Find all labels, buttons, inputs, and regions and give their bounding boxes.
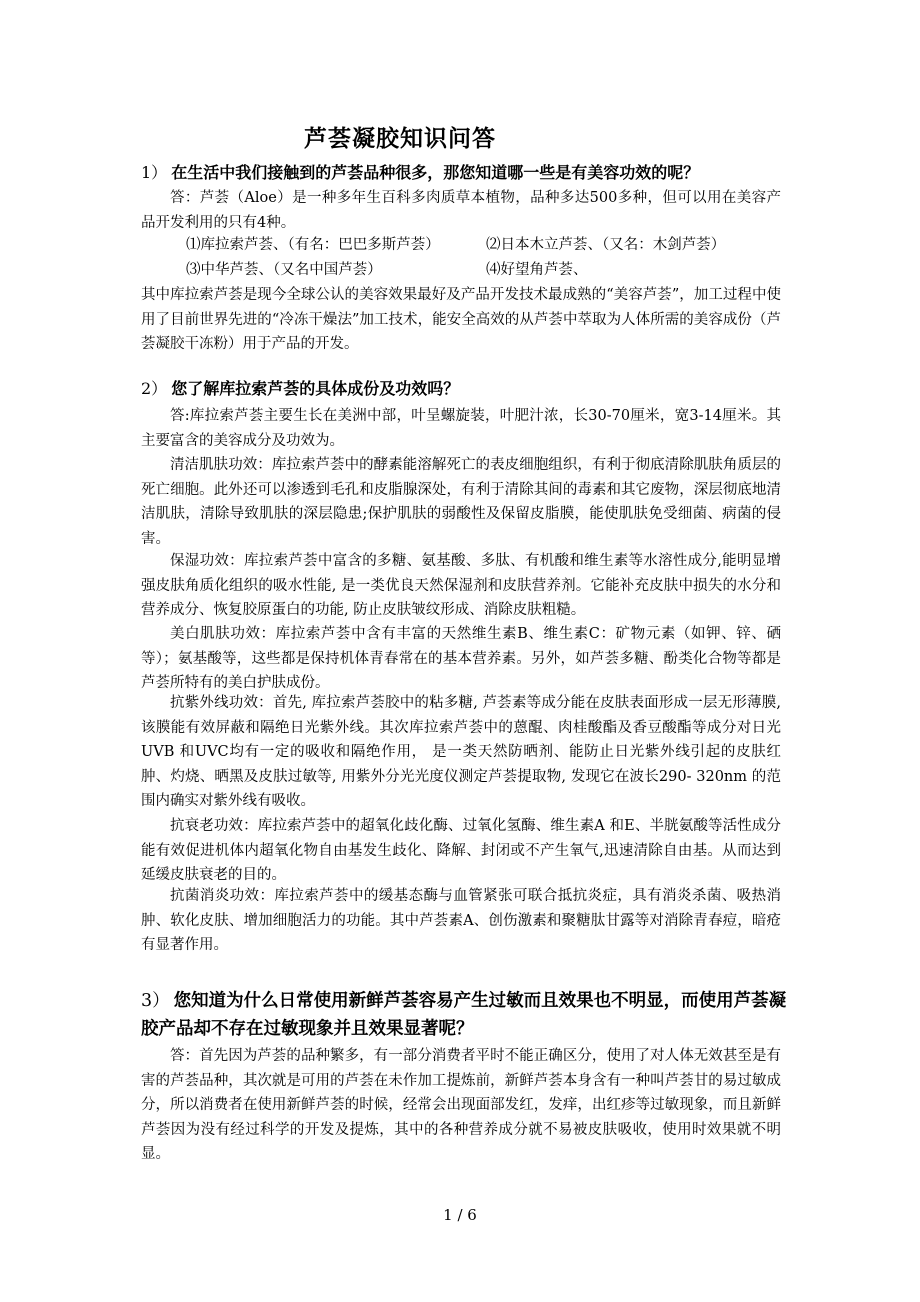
question-1 xyxy=(141,160,791,185)
question-text: 在生活中我们接触到的芦荟品种很多，那您知道哪一些是有美容功效的呢？ xyxy=(171,163,700,182)
page-number: 1 / 6 xyxy=(443,1206,477,1224)
whitening-effect-paragraph: 美白肌肤功效：库拉索芦荟中含有丰富的天然维生素B、维生素C：矿物元素（如钾、锌、硒等）；氨基酸等，这些都是保持机体青春常在的基本营养素。另外，如芦荟多糖、酚类化合物等都是芦荟所特有的美白护肤成份。 xyxy=(141,626,781,691)
answer-1: 答：芦荟（Aloe）是一种多年生百科多肉质草本植物，品种多达500多种，但可以用在美容产品开发利用的只有4种。 xyxy=(141,190,781,231)
list-item: ⑶中华芦荟、（又名中国芦荟） xyxy=(186,262,382,278)
question-text: 您知道为什么日常使用新鲜芦荟容易产生过敏而且效果也不明显，而使用芦荟凝胶产品却不存在过敏现象并且效果显著呢？ xyxy=(141,991,787,1039)
question-text: 您了解库拉索芦荟的具体成份及功效吗？ xyxy=(171,379,460,398)
list-item: ⑴库拉索芦荟、（有名：巴巴多斯芦荟） xyxy=(186,237,440,253)
moisturizing-effect-paragraph: 保湿功效：库拉索芦荟中富含的多糖、氨基酸、多肽、有机酸和维生素等水溶性成分,能明显增强皮肤角质化组织的吸水性能, 是一类优良天然保湿剂和皮肤营养剂。它能补充皮肤中损失的水分和营养成分、恢复胶原蛋白的功能, 防止皮肤皱纹形成、消除皮肤粗糙。 xyxy=(141,553,781,618)
cleansing-effect-paragraph: 清洁肌肤功效：库拉索芦荟中的酵素能溶解死亡的表皮细胞组织，有利于彻底清除肌肤角质层的死亡细胞。此外还可以渗透到毛孔和皮脂腺深处，有利于清除其间的毒素和其它废物，深层彻底地清洁肌肤，清除导致肌肤的深层隐患;保护肌肤的弱酸性及保留皮脂膜，能使肌肤免受细菌、病菌的侵害。 xyxy=(141,457,781,547)
question-number: 3） xyxy=(141,991,170,1011)
list-item: ⑷好望角芦荟、 xyxy=(486,262,588,278)
list-item: ⑵日本木立芦荟、（又名：木剑芦荟） xyxy=(486,237,726,253)
question-number: 1） xyxy=(141,163,168,182)
question-3 xyxy=(141,987,791,1043)
question-number: 2） xyxy=(141,379,168,398)
anti-aging-paragraph: 抗衰老功效：库拉索芦荟中的超氧化歧化酶、过氧化氢酶、维生素A 和E、半胱氨酸等活性成分能有效促进机体内超氧化物自由基发生歧化、降解、封闭或不产生氧气,迅速清除自由基。从而达到延缓皮肤衰老的目的。 xyxy=(141,818,781,883)
uv-protection-paragraph: 抗紫外线功效：首先, 库拉索芦荟胶中的粘多糖, 芦荟素等成分能在皮肤表面形成一层无形薄膜, 该膜能有效屏蔽和隔绝日光紫外线。其次库拉索芦荟中的蒽醌、肉桂酸酯及香豆酸酯等成分对日光UVB 和UVC均有一定的吸收和隔绝作用， 是一类天然防晒剂、能防止日光紫外线引起的皮肤红肿、灼烧、晒黑及皮肤过敏等, 用紫外分光光度仪测定芦荟提取物, 发现它在波长290- 320nm 的范围内确实对紫外线有吸收。 xyxy=(141,695,781,809)
answer-2-intro: 答:库拉索芦荟主要生长在美洲中部，叶呈螺旋装，叶肥汁浓，长30-70厘米，宽3-14厘米。其主要富含的美容成分及功效为。 xyxy=(141,408,781,449)
answer-1-paragraph-2: 其中库拉索芦荟是现今全球公认的美容效果最好及产品开发技术最成熟的“美容芦荟”，加工过程中使用了目前世界先进的“冷冻干燥法”加工技术，能安全高效的从芦荟中萃取为人体所需的美容成份（芦荟凝胶干冻粉）用于产品的开发。 xyxy=(141,287,781,352)
antibacterial-paragraph: 抗菌消炎功效：库拉索芦荟中的缓基态酶与血管紧张可联合抵抗炎症，具有消炎杀菌、吸热消肿、软化皮肤、增加细胞活力的功能。其中芦荟素A、创伤激素和聚糖肽甘露等对消除青春痘，暗疮有显著作用。 xyxy=(141,888,781,953)
aloe-variety-list xyxy=(186,233,786,283)
question-2 xyxy=(141,376,791,401)
answer-3: 答：首先因为芦荟的品种繁多，有一部分消费者平时不能正确区分，使用了对人体无效甚至是有害的芦荟品种，其次就是可用的芦荟在未作加工提炼前，新鲜芦荟本身含有一种叫芦荟甘的易过敏成分，所以消费者在使用新鲜芦荟的时候，经常会出现面部发红，发痒，出红疹等过敏现象，而且新鲜芦荟因为没有经过科学的开发及提炼，其中的各种营养成分就不易被皮肤吸收，使用时效果就不明显。 xyxy=(141,1048,781,1162)
page-title: 芦荟凝胶知识问答 xyxy=(304,126,496,152)
